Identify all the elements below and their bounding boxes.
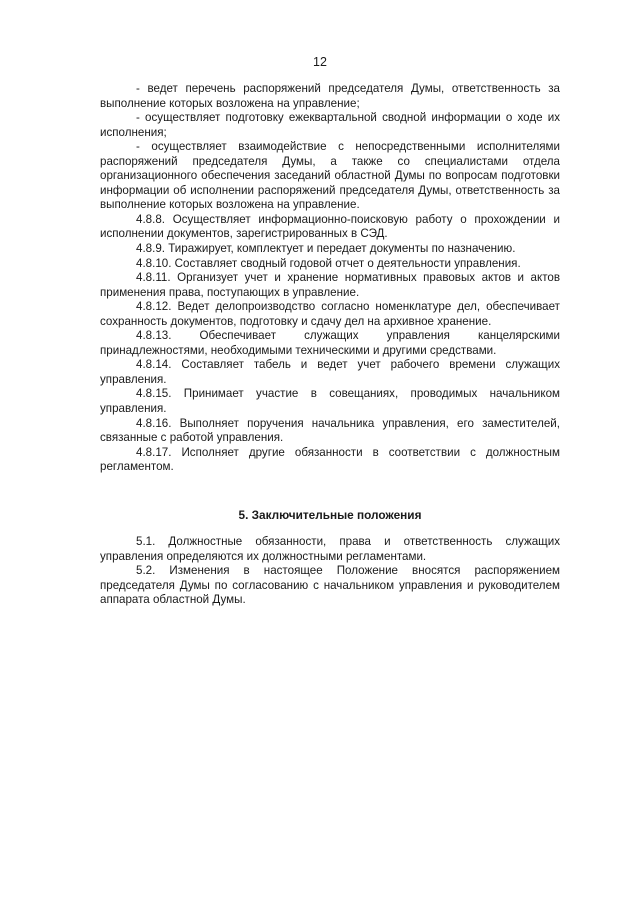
- paragraph-4-8-17: 4.8.17. Исполняет другие обязанности в соответствии с должностным регламентом.: [100, 445, 560, 474]
- paragraph-bullet-1: - ведет перечень распоряжений председателя Думы, ответственность за выполнение которых возложена на управление;: [100, 82, 560, 110]
- page-number: 12: [313, 55, 327, 69]
- section-5-heading: 5. Заключительные положения: [238, 508, 422, 522]
- paragraph-4-8-15: 4.8.15. Принимает участие в совещаниях, проводимых начальником управления.: [100, 387, 560, 416]
- paragraph-4-8-14: 4.8.14. Составляет табель и ведет учет рабочего времени служащих управления.: [100, 358, 560, 386]
- paragraph-4-8-8: 4.8.8. Осуществляет информационно-поисковую работу о прохождении и исполнении документов, зарегистрированных в СЭД.: [100, 212, 560, 241]
- paragraph-4-8-16: 4.8.16. Выполняет поручения начальника управления, его заместителей, связанные с работой управления.: [100, 416, 560, 445]
- section-5-text: [100, 535, 560, 608]
- paragraph-4-8-9: 4.8.9. Тиражирует, комплектует и передает документы по назначению.: [136, 242, 516, 256]
- paragraph-5-2: 5.2. Изменения в настоящее Положение вносятся распоряжением председателя Думы по согласованию с начальником управления и руководителем аппарата областной Думы.: [100, 564, 560, 607]
- paragraph-4-8-11: 4.8.11. Организует учет и хранение нормативных правовых актов и актов применения права, поступающих в управление.: [100, 271, 560, 299]
- paragraph-5-1: 5.1. Должностные обязанности, права и ответственность служащих управления определяются их должностными регламентами.: [100, 535, 560, 563]
- main-body-text: [100, 82, 560, 475]
- paragraph-4-8-12: 4.8.12. Ведет делопроизводство согласно номенклатуре дел, обеспечивает сохранность документов, подготовку и сдачу дел на архивное хранение.: [100, 300, 560, 328]
- paragraph-bullet-2: - осуществляет подготовку ежеквартальной сводной информации о ходе их исполнения;: [100, 111, 560, 139]
- paragraph-4-8-13: 4.8.13. Обеспечивает служащих управления канцелярскими принадлежностями, необходимыми техническими и другими средствами.: [100, 329, 560, 357]
- paragraph-4-8-10: 4.8.10. Составляет сводный годовой отчет о деятельности управления.: [136, 256, 521, 270]
- paragraph-bullet-3: - осуществляет взаимодействие с непосредственными исполнителями распоряжений председателя Думы, а также со специалистами отдела организационного обеспечения заседаний областной Думы по вопросам подготовки информации об исполнении распоряжений председателя Думы, ответственность за выполнение которых возложена на управление.: [100, 140, 560, 212]
